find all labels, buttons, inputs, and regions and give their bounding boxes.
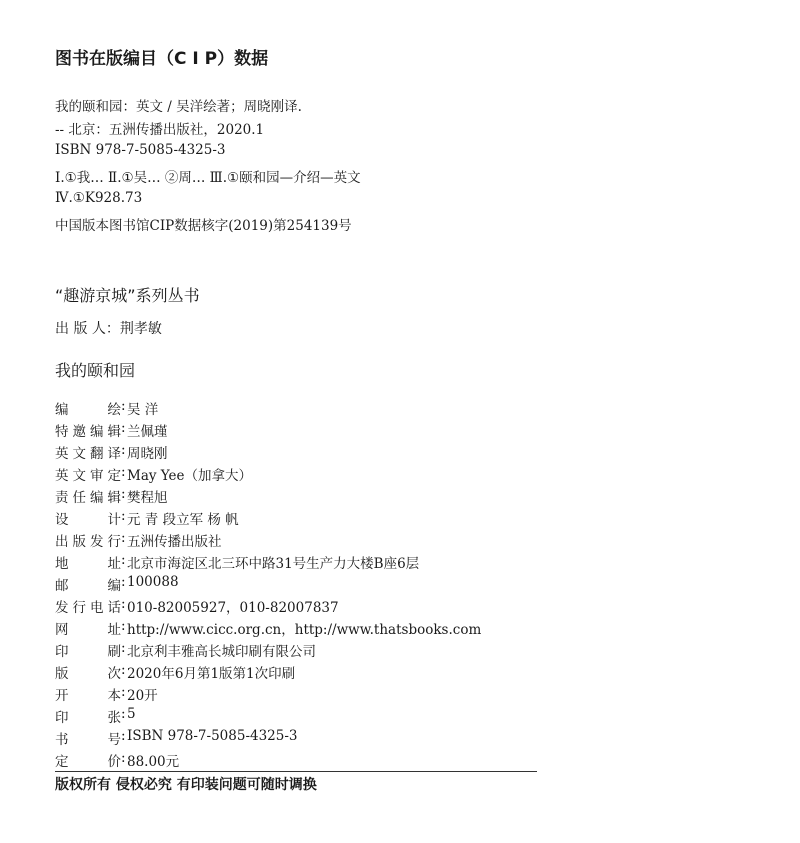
detail-label: 印张 [55, 710, 121, 726]
detail-label: 开本 [55, 688, 121, 704]
detail-label: 定价 [55, 754, 121, 770]
detail-label: 出版发行 [55, 534, 121, 550]
detail-row: 出版发行 : 五洲传播出版社 [55, 530, 222, 550]
detail-value: 五洲传播出版社 [127, 534, 222, 550]
detail-label: 英文审定 [55, 468, 121, 484]
detail-value: 2020年6月第1版第1次印刷 [127, 666, 296, 682]
detail-value: 元 青 段立军 杨 帆 [127, 512, 239, 528]
detail-value: 88.00元 [127, 754, 180, 770]
detail-label: 邮编 [55, 578, 121, 594]
detail-value: 兰佩瑾 [127, 424, 168, 440]
detail-value: ISBN 978-7-5085-4325-3 [127, 728, 298, 744]
detail-row: 书号 : ISBN 978-7-5085-4325-3 [55, 728, 298, 748]
cip-line: Ⅰ.①我… Ⅱ.①吴… ②周… Ⅲ.①颐和园—介绍—英文 [55, 170, 361, 186]
detail-row: 英文审定 : May Yee（加拿大） [55, 464, 253, 484]
detail-label: 设计 [55, 512, 121, 528]
detail-row: 印刷 : 北京利丰雅高长城印刷有限公司 [55, 640, 316, 660]
detail-label: 英文翻译 [55, 446, 121, 462]
detail-label: 特邀编辑 [55, 424, 121, 440]
detail-value: 100088 [127, 574, 179, 590]
detail-row: 网址 : http://www.cicc.org.cn，http://www.thatsbooks.com [55, 618, 482, 638]
detail-row: 特邀编辑 : 兰佩瑾 [55, 420, 168, 440]
detail-row: 设计 : 元 青 段立军 杨 帆 [55, 508, 239, 528]
cip-line: Ⅳ.①K928.73 [55, 190, 143, 206]
detail-label: 版次 [55, 666, 121, 682]
detail-label: 网址 [55, 622, 121, 638]
detail-label: 责任编辑 [55, 490, 121, 506]
detail-label: 书号 [55, 732, 121, 748]
book-title: 我的颐和园 [55, 361, 136, 380]
detail-row: 版次 : 2020年6月第1版第1次印刷 [55, 662, 296, 682]
detail-row: 责任编辑 : 樊程旭 [55, 486, 168, 506]
cip-line: -- 北京：五洲传播出版社，2020.1 [55, 122, 265, 138]
detail-value: 5 [127, 706, 136, 722]
detail-value: 北京利丰雅高长城印刷有限公司 [127, 644, 316, 660]
detail-label: 发行电话 [55, 600, 121, 616]
detail-row: 发行电话 : 010-82005927，010-82007837 [55, 596, 339, 616]
detail-value: 北京市海淀区北三环中路31号生产力大楼B座6层 [127, 556, 420, 572]
series-name: “趣游京城”系列丛书 [55, 286, 200, 305]
detail-label: 地址 [55, 556, 121, 572]
cip-line: 中国版本图书馆CIP数据核字(2019)第254139号 [55, 218, 352, 234]
detail-value: 吴 洋 [127, 402, 159, 418]
detail-value: 樊程旭 [127, 490, 168, 506]
detail-row: 开本 : 20开 [55, 684, 158, 704]
detail-value: 周晓刚 [127, 446, 168, 462]
cip-title: 图书在版编目（C I P）数据 [55, 49, 269, 69]
detail-row: 印张 : 5 [55, 706, 136, 726]
divider [55, 771, 537, 772]
publisher-line: 出 版 人：荆孝敏 [55, 321, 162, 337]
detail-value: May Yee（加拿大） [127, 468, 253, 484]
detail-row: 邮编 : 100088 [55, 574, 179, 594]
cip-line: ISBN 978-7-5085-4325-3 [55, 142, 226, 158]
detail-value: 20开 [127, 688, 158, 704]
detail-row: 定价 : 88.00元 [55, 750, 180, 770]
detail-row: 地址 : 北京市海淀区北三环中路31号生产力大楼B座6层 [55, 552, 420, 572]
detail-label: 编绘 [55, 402, 121, 418]
detail-row: 英文翻译 : 周晓刚 [55, 442, 168, 462]
detail-row: 编绘 : 吴 洋 [55, 398, 159, 418]
detail-value: 010-82005927，010-82007837 [127, 600, 339, 616]
cip-line: 我的颐和园：英文 / 吴洋绘著；周晓刚译. [55, 99, 302, 115]
detail-label: 印刷 [55, 644, 121, 660]
copyright-notice: 版权所有 侵权必究 有印装问题可随时调换 [55, 777, 317, 793]
detail-value: http://www.cicc.org.cn，http://www.thatsbooks.com [127, 622, 482, 638]
